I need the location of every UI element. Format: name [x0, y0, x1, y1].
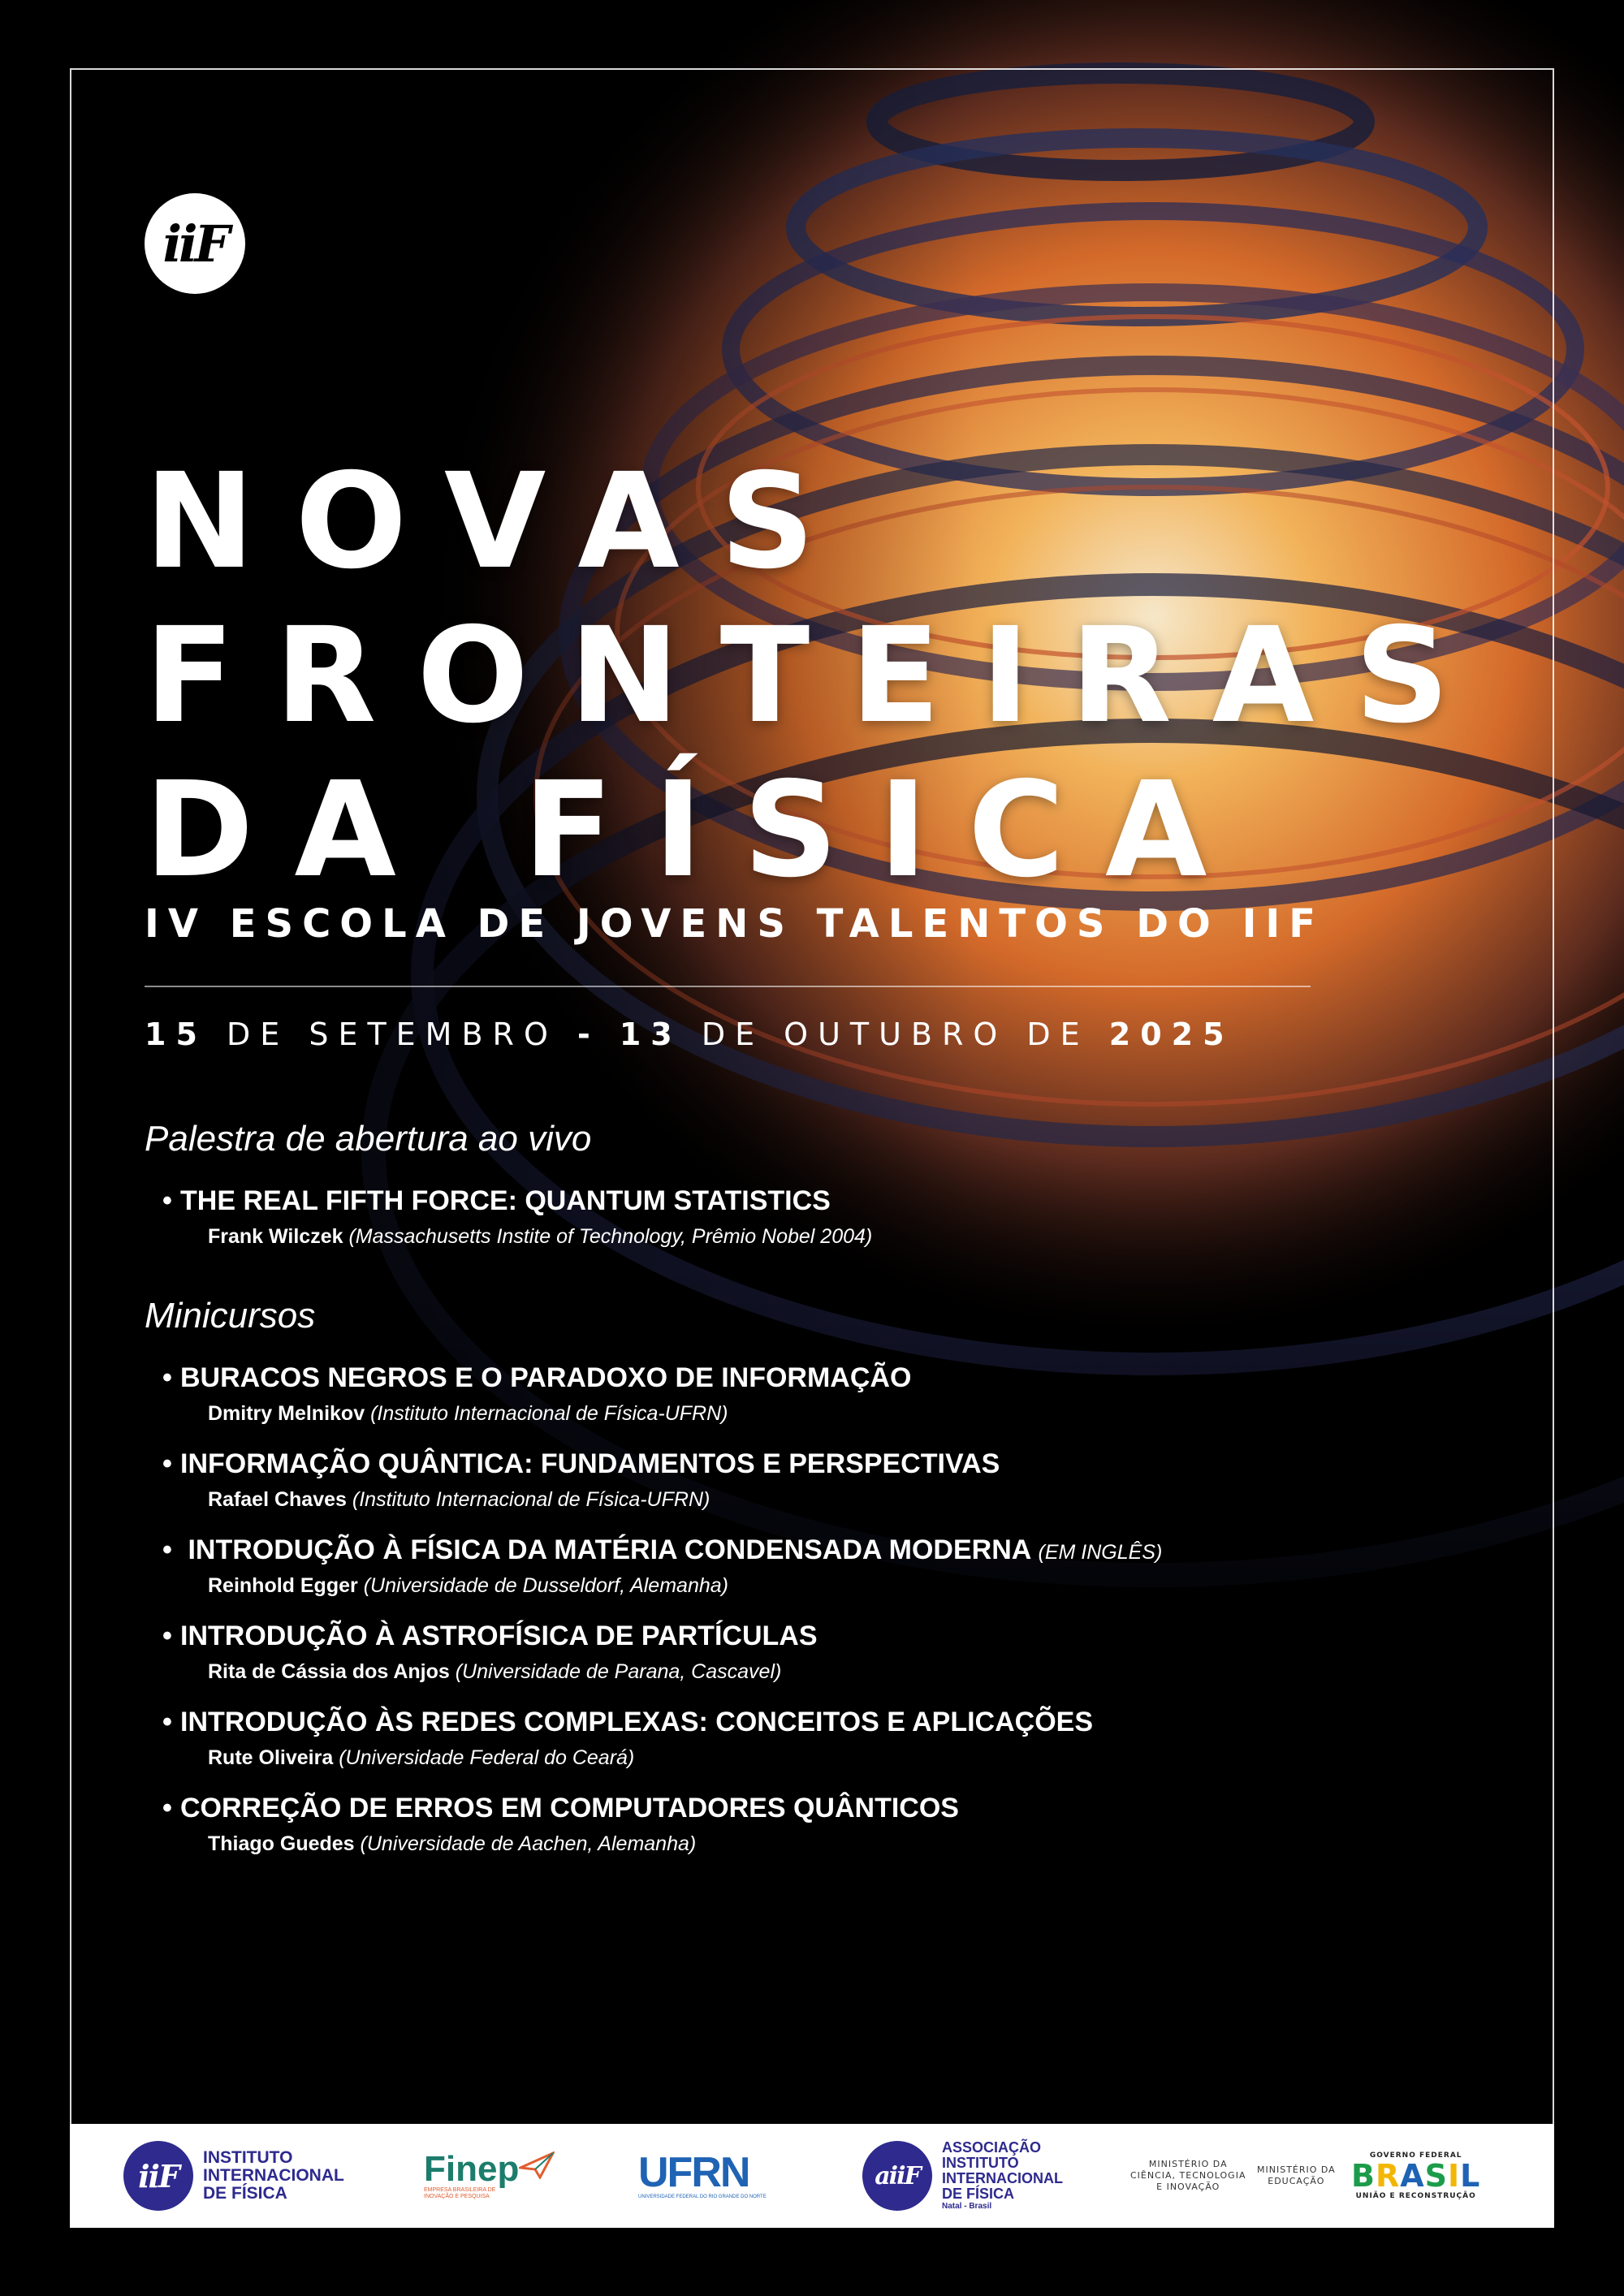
talk-title: • THE REAL FIFTH FORCE: QUANTUM STATISTICS — [162, 1185, 831, 1216]
mcti-logo — [1130, 2124, 1246, 2228]
aiif-location: Natal - Brasil — [942, 2202, 992, 2211]
divider — [145, 986, 1311, 987]
ufrn-wordmark: UFRN — [638, 2149, 749, 2196]
sponsor-footer — [70, 2124, 1554, 2228]
course-speaker: Rafael Chaves (Instituto Internacional de Física-UFRN) — [208, 1488, 710, 1511]
finep-logo — [424, 2124, 555, 2228]
gov-bottom: UNIÃO E RECONSTRUÇÃO — [1355, 2192, 1476, 2200]
course-speaker: Rita de Cássia dos Anjos (Universidade de Parana, Cascavel) — [208, 1660, 782, 1683]
course-item — [162, 1621, 818, 1684]
course-item — [162, 1448, 1000, 1512]
course-speaker: Thiago Guedes (Universidade de Aachen, Alemanha) — [208, 1832, 697, 1855]
mec-logo — [1257, 2124, 1336, 2228]
opening-heading: Palestra de abertura ao vivo — [145, 1119, 592, 1159]
ufrn-tagline: UNIVERSIDADE FEDERAL DO RIO GRANDE DO NORTE — [638, 2195, 767, 2199]
talk-speaker: Frank Wilczek (Massachusetts Instite of Technology, Prêmio Nobel 2004) — [208, 1225, 873, 1248]
course-speaker: Rute Oliveira (Universidade Federal do Ceará) — [208, 1746, 635, 1769]
aiif-name: ASSOCIAÇÃO INSTITUTO INTERNACIONAL DE FÍSICA Natal - Brasil — [942, 2139, 1063, 2211]
gov-top: GOVERNO FEDERAL — [1369, 2151, 1462, 2160]
course-title: • INTRODUÇÃO ÀS REDES COMPLEXAS: CONCEITOS E APLICAÇÕES — [162, 1707, 1093, 1737]
mcti-name: MINISTÉRIO DA CIÊNCIA, TECNOLOGIA E INOVAÇÃO — [1130, 2159, 1246, 2192]
course-note: (EM INGLÊS) — [1038, 1541, 1163, 1564]
brasil-wordmark: BRASIL — [1351, 2158, 1481, 2194]
ufrn-logo — [638, 2124, 767, 2228]
iif-logo: iiF — [145, 193, 245, 294]
poster-title — [145, 445, 1490, 908]
title-line-1: NOVAS — [145, 446, 856, 598]
iif-name: INSTITUTO INTERNACIONAL DE FÍSICA — [203, 2148, 344, 2203]
bullet-icon: • — [162, 1534, 172, 1565]
gov-federal-logo — [1351, 2124, 1480, 2228]
bullet-icon: • — [162, 1707, 172, 1737]
end-month: DE OUTUBRO DE — [701, 1016, 1090, 1052]
minicursos-heading: Minicursos — [145, 1296, 316, 1336]
opening-talk — [162, 1185, 872, 1249]
course-item — [162, 1793, 959, 1856]
year: 2025 — [1108, 1016, 1234, 1052]
mec-name: MINISTÉRIO DA EDUCAÇÃO — [1257, 2164, 1336, 2186]
end-day: 13 — [619, 1016, 682, 1052]
bullet-icon: • — [162, 1793, 172, 1823]
course-title: • INTRODUÇÃO À ASTROFÍSICA DE PARTÍCULAS — [162, 1621, 818, 1651]
bullet-icon: • — [162, 1185, 172, 1216]
paper-plane-icon — [519, 2151, 555, 2179]
date-separator: - — [577, 1016, 600, 1052]
finep-wordmark: Finep — [424, 2151, 555, 2187]
iif-mark: iiF — [123, 2141, 193, 2211]
course-title: • INTRODUÇÃO À FÍSICA DA MATÉRIA CONDENSADA MODERNA (EM INGLÊS) — [162, 1534, 1163, 1565]
iif-footer-logo — [123, 2124, 344, 2228]
course-title: • CORREÇÃO DE ERROS EM COMPUTADORES QUÂNTICOS — [162, 1793, 959, 1823]
event-dates — [145, 1016, 1234, 1052]
course-item — [162, 1362, 911, 1426]
title-line-3: DA FÍSICA — [145, 754, 1248, 907]
course-title: • INFORMAÇÃO QUÂNTICA: FUNDAMENTOS E PERSPECTIVAS — [162, 1448, 1000, 1479]
finep-tagline: EMPRESA BRASILEIRA DE INOVAÇÃO E PESQUISA — [424, 2187, 496, 2199]
aiif-logo — [862, 2124, 1063, 2228]
course-item — [162, 1534, 1162, 1598]
bullet-icon: • — [162, 1448, 172, 1479]
aiif-mark: aiiF — [862, 2141, 932, 2211]
bullet-icon: • — [162, 1621, 172, 1651]
course-speaker: Reinhold Egger (Universidade de Dusseldorf, Alemanha) — [208, 1574, 728, 1597]
bullet-icon: • — [162, 1362, 172, 1393]
poster-subtitle: IV ESCOLA DE JOVENS TALENTOS DO IIF — [145, 901, 1325, 947]
start-month: DE SETEMBRO — [226, 1016, 558, 1052]
course-title: • BURACOS NEGROS E O PARADOXO DE INFORMAÇÃO — [162, 1362, 912, 1393]
title-line-2: FRONTEIRAS — [145, 600, 1490, 753]
course-item — [162, 1707, 1093, 1770]
start-day: 15 — [145, 1016, 207, 1052]
course-speaker: Dmitry Melnikov (Instituto Internacional de Física-UFRN) — [208, 1402, 728, 1425]
